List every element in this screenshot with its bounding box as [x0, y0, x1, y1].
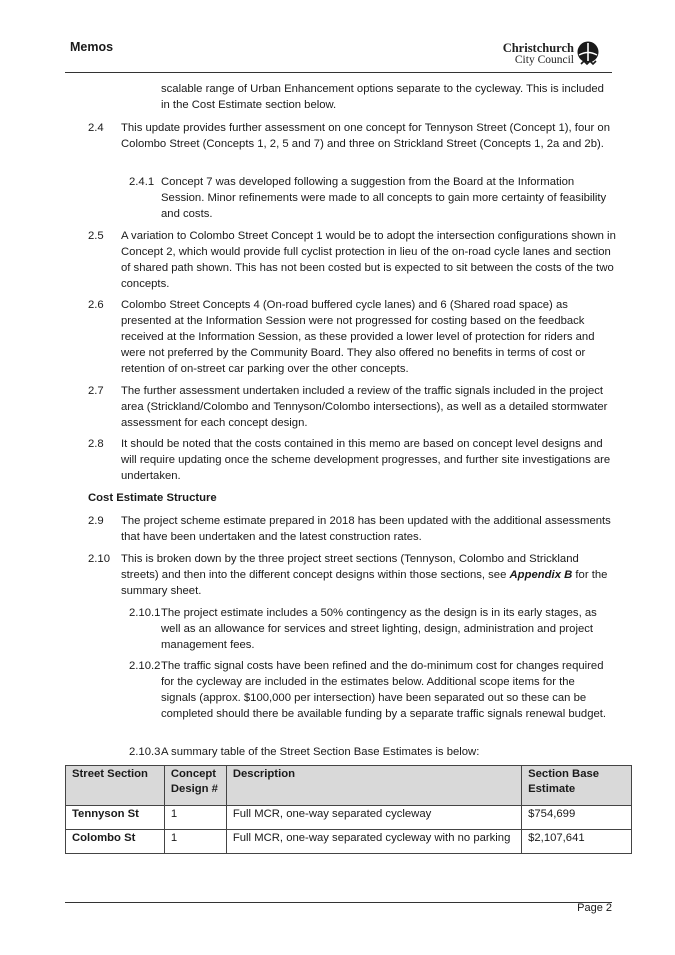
paragraph-text [121, 551, 616, 599]
description-cell: Full MCR, one-way separated cycleway [226, 806, 521, 830]
paragraph-text: The further assessment undertaken included a review of the traffic signals included in the project area (Strickland/Colombo and Tennyson/Colombo intersections), as well as a detailed stormwater assessment for each concept design. [121, 385, 608, 429]
paragraph-text: A summary table of the Street Section Base Estimates is below: [161, 746, 480, 758]
paragraph-text: A variation to Colombo Street Concept 1 would be to adopt the intersection configurations shown in Concept 2, which would provide full cyclist protection in lieu of the on-road cycle lanes and section of shared path shown. This has not been costed but is expected to sit between the costs of the two concepts. [121, 230, 616, 290]
paragraph-text: This update provides further assessment on one concept for Tennyson Street (Concept 1), four on Colombo Street (Concepts 1, 2, 5 and 7) and three on Strickland Street (Concepts 1, 2a and 2b). [121, 122, 610, 150]
logo-line1: Christchurch [502, 41, 574, 55]
paragraph-text: The traffic signal costs have been refined and the do-minimum cost for changes required for the cycleway are included in the estimates below. Additional scope items for the signals (approx. $100,000 per intersection) have been separated out so these can be completed should there be available funding by a separate traffic signals renewal budget. [161, 660, 607, 720]
street-section-cell: Colombo St [66, 830, 165, 854]
concept-design-cell: 1 [164, 806, 226, 830]
column-header-description: Description [226, 766, 521, 806]
paragraph-text: It should be noted that the costs contained in this memo are based on concept level designs and will require updating once the scheme development progresses, and further site investigations are undertaken. [121, 438, 611, 482]
header-rule [65, 72, 612, 73]
paragraph-number: 2.6 [88, 299, 104, 311]
paragraph-text: Colombo Street Concepts 4 (On-road buffered cycle lanes) and 6 (Shared road space) as presented at the Information Session were not progressed for costing based on the feedback received at the Information Session, as these provided a lower level of protection for riders and were not preferred by the Community Board. They also offered no benefits in terms of cost or retention of on-street car parking over the other concepts. [121, 299, 595, 375]
estimate-cell: $2,107,641 [522, 830, 632, 854]
memo-header-title: Memos [70, 40, 114, 54]
column-header-concept-design: Concept Design # [164, 766, 226, 806]
table-header-row [66, 766, 632, 806]
description-cell: Full MCR, one-way separated cycleway with no parking [226, 830, 521, 854]
paragraph-number: 2.7 [88, 385, 104, 397]
concept-design-cell: 1 [164, 830, 226, 854]
paragraph-text: The project scheme estimate prepared in 2018 has been updated with the additional assessments that have been undertaken and the latest construction rates. [121, 515, 611, 543]
paragraph-text: The project estimate includes a 50% contingency as the design is in its early stages, as well as an allowance for services and street lighting, design, administration and project management fees. [161, 607, 597, 651]
paragraph-number: 2.8 [88, 438, 104, 450]
street-section-estimates-table [65, 765, 632, 854]
paragraph-text-after: for the summary sheet. [121, 569, 608, 597]
paragraph-number: 2.4.1 [129, 176, 155, 188]
table-row [66, 830, 632, 854]
column-header-section-base-estimate: Section Base Estimate [522, 766, 632, 806]
council-emblem-icon [576, 41, 600, 67]
paragraph-number: 2.10.2 [129, 660, 161, 672]
paragraph-number: 2.10.3 [129, 746, 161, 758]
paragraph-number: 2.5 [88, 230, 104, 242]
paragraph-number: 2.4 [88, 122, 104, 134]
appendix-b-reference: Appendix B [509, 569, 573, 581]
paragraph-text-before: This is broken down by the three project street sections (Tennyson, Colombo and Strickland streets) and then into the different concept designs within those sections, see [121, 553, 579, 581]
intro-continuation: scalable range of Urban Enhancement options separate to the cycleway. This is included in the Cost Estimate section below. [161, 83, 604, 111]
paragraph-text: Concept 7 was developed following a suggestion from the Board at the Information Session. Minor refinements were made to all concepts to gain more certainty of feasibility and costs. [161, 176, 607, 220]
section-heading: Cost Estimate Structure [88, 492, 217, 504]
paragraph-number: 2.9 [88, 515, 104, 527]
street-section-cell: Tennyson St [66, 806, 165, 830]
paragraph-number: 2.10.1 [129, 607, 161, 619]
column-header-street-section: Street Section [66, 766, 165, 806]
paragraph-number: 2.10 [88, 553, 110, 565]
estimate-cell: $754,699 [522, 806, 632, 830]
page-number: Page 2 [577, 902, 612, 914]
logo-line2: City Council [514, 54, 574, 66]
christchurch-city-council-logo [498, 40, 604, 70]
footer-rule [65, 902, 612, 903]
table-row [66, 806, 632, 830]
